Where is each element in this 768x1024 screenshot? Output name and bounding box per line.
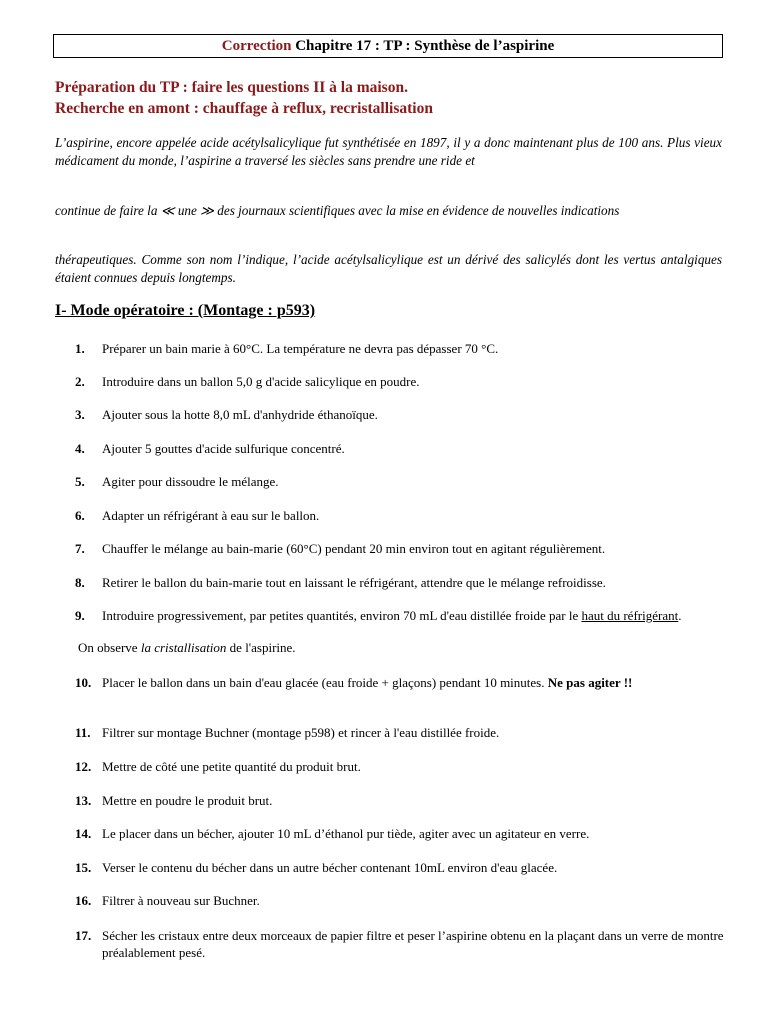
step-text: Retirer le ballon du bain-marie tout en laissant le réfrigérant, attendre que le mélange refroidisse.	[102, 575, 606, 590]
step-item	[55, 927, 725, 961]
step-item	[55, 825, 725, 842]
step-text-block	[102, 825, 725, 842]
note-italic: la cristallisation	[140, 640, 227, 655]
step-item	[55, 758, 725, 775]
step-underlined-text: haut du réfrigérant	[581, 608, 679, 623]
step-number: 14.	[75, 826, 92, 841]
step-number: 17.	[75, 928, 92, 943]
step-text: Mettre en poudre le produit brut.	[102, 793, 273, 808]
step-item	[55, 507, 725, 524]
step-item	[55, 792, 725, 809]
preparation-line: Préparation du TP : faire les questions II à la maison.	[55, 79, 408, 96]
step-text: Mettre de côté une petite quantité du produit brut.	[102, 759, 361, 774]
step-bold-warning: Ne pas agiter !!	[547, 675, 633, 690]
step-number: 5.	[75, 474, 85, 489]
step-number: 13.	[75, 793, 92, 808]
step-text: Filtrer sur montage Buchner (montage p598) et rincer à l'eau distillée froide.	[102, 725, 500, 740]
step-text: Placer le ballon dans un bain d'eau glacée (eau froide + glaçons) pendant 10 minutes.	[102, 675, 548, 690]
step-number: 7.	[75, 541, 85, 556]
step-item	[55, 406, 725, 423]
research-line: Recherche en amont : chauffage à reflux, recristallisation	[55, 100, 433, 117]
step-number: 2.	[75, 374, 85, 389]
step-text-block	[102, 724, 725, 741]
step-text-block	[102, 507, 725, 524]
step-text: Chauffer le mélange au bain-marie (60°C) pendant 20 min environ tout en agitant régulièrement.	[102, 541, 606, 556]
intro-paragraph-2: continue de faire la ≪ une ≫ des journaux scientifiques avec la mise en évidence de nouvelles indications	[55, 203, 620, 218]
step-item	[55, 440, 725, 457]
observation-note	[78, 639, 296, 656]
intro-paragraph-3: thérapeutiques. Comme son nom l’indique, l’acide acétylsalicylique est un dérivé des salicylés dont les vertus antalgiques étaient connues depuis longtemps.	[55, 252, 722, 285]
title-text: Chapitre 17 : TP : Synthèse de l’aspirine	[291, 38, 555, 54]
step-text-block	[102, 473, 725, 490]
step-number: 12.	[75, 759, 92, 774]
step-item	[55, 724, 725, 741]
step-text-block	[102, 674, 725, 691]
title-correction: Correction	[221, 38, 292, 54]
step-text-block	[102, 373, 725, 390]
step-text: Ajouter sous la hotte 8,0 mL d'anhydride éthanoïque.	[102, 407, 378, 422]
step-number: 6.	[75, 508, 85, 523]
step-text-block	[102, 440, 725, 457]
step-text-block	[102, 859, 725, 876]
step-text: Le placer dans un bécher, ajouter 10 mL d’éthanol pur tiède, agiter avec un agitateur en verre.	[102, 826, 590, 841]
step-item	[55, 340, 725, 357]
step-number: 15.	[75, 860, 92, 875]
step-text-block	[102, 340, 725, 357]
step-number: 10.	[75, 675, 92, 690]
step-text-block	[102, 892, 725, 909]
step-text-block	[102, 540, 725, 557]
note-before: On observe	[78, 640, 141, 655]
note-after: de l'aspirine.	[226, 640, 296, 655]
intro-paragraph-1: L’aspirine, encore appelée acide acétylsalicylique fut synthétisée en 1897, il y a donc maintenant plus de 100 ans. Plus vieux médicament du monde, l’aspirine a traversé les siècles sans prendre une ride et	[55, 135, 722, 168]
preparation-block	[55, 77, 725, 119]
step-number: 9.	[75, 608, 85, 623]
step-item	[55, 892, 725, 909]
step-item	[55, 859, 725, 876]
section-title: I- Mode opératoire : (Montage : p593)	[55, 302, 316, 319]
step-number: 3.	[75, 407, 85, 422]
step-number: 8.	[75, 575, 85, 590]
step-text-block	[102, 927, 725, 961]
step-item	[55, 674, 725, 691]
step-text-after: .	[678, 608, 682, 623]
step-text-block	[102, 574, 725, 591]
step-text: Ajouter 5 gouttes d'acide sulfurique concentré.	[102, 441, 345, 456]
title-box	[53, 34, 723, 58]
step-item	[55, 540, 725, 557]
step-text-block	[102, 792, 725, 809]
step-number: 1.	[75, 341, 85, 356]
step-text: Sécher les cristaux entre deux morceaux de papier filtre et peser l’aspirine obtenu en la plaçant dans un verre de montre préalablement pesé.	[102, 928, 724, 960]
step-text: Introduire progressivement, par petites quantités, environ 70 mL d'eau distillée froide par le	[102, 608, 582, 623]
step-text-block	[102, 758, 725, 775]
step-number: 16.	[75, 893, 92, 908]
step-item	[55, 373, 725, 390]
step-text: Filtrer à nouveau sur Buchner.	[102, 893, 260, 908]
step-item	[55, 607, 725, 624]
step-text: Préparer un bain marie à 60°C. La température ne devra pas dépasser 70 °C.	[102, 341, 499, 356]
step-text: Agiter pour dissoudre le mélange.	[102, 474, 279, 489]
step-text-block	[102, 406, 725, 423]
step-text: Verser le contenu du bécher dans un autre bécher contenant 10mL environ d'eau glacée.	[102, 860, 558, 875]
step-text: Adapter un réfrigérant à eau sur le ballon.	[102, 508, 320, 523]
step-number: 4.	[75, 441, 85, 456]
step-item	[55, 574, 725, 591]
step-number: 11.	[75, 725, 91, 740]
step-item	[55, 473, 725, 490]
step-text-block	[102, 607, 725, 624]
step-text: Introduire dans un ballon 5,0 g d'acide salicylique en poudre.	[102, 374, 420, 389]
